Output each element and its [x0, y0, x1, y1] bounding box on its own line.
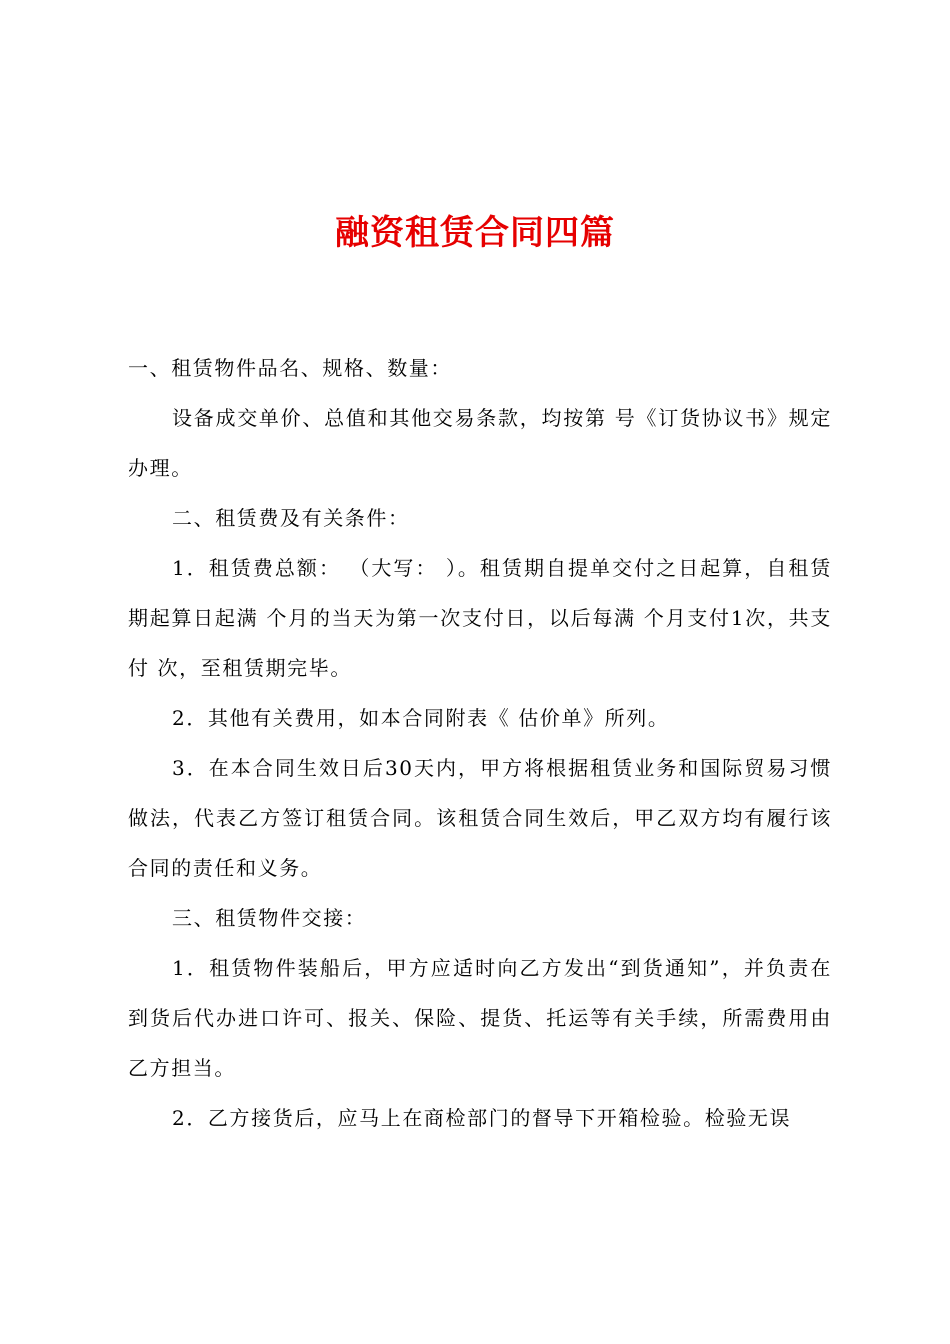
paragraph: 2．其他有关费用，如本合同附表《 估价单》所列。 [172, 706, 670, 730]
section-heading-2: 二、租赁费及有关条件： [172, 506, 410, 530]
paragraph: 1．租赁费总额： （大写： ）。租赁期自提单交付之日起算，自租赁期起算日起满 个月的当天为第一次支付日，以后每满 个月支付1次，共支付 次，至租赁期完毕。 [128, 556, 832, 680]
paragraph: 设备成交单价、总值和其他交易条款，均按第 号《订货协议书》规定办理。 [128, 406, 832, 480]
section-heading-3: 三、租赁物件交接： [172, 906, 367, 930]
document-title: 融资租赁合同四篇 [335, 213, 615, 253]
section-heading-1: 一、租赁物件品名、规格、数量： [128, 356, 452, 380]
paragraph: 1．租赁物件装船后，甲方应适时向乙方发出“到货通知”，并负责在到货后代办进口许可、报关、保险、提货、托运等有关手续，所需费用由乙方担当。 [128, 956, 832, 1080]
paragraph: 2．乙方接货后，应马上在商检部门的督导下开箱检验。检验无误 [172, 1106, 792, 1130]
document-body [128, 343, 832, 1143]
paragraph: 3．在本合同生效日后30天内，甲方将根据租赁业务和国际贸易习惯做法，代表乙方签订租赁合同。该租赁合同生效后，甲乙双方均有履行该合同的责任和义务。 [128, 756, 832, 880]
